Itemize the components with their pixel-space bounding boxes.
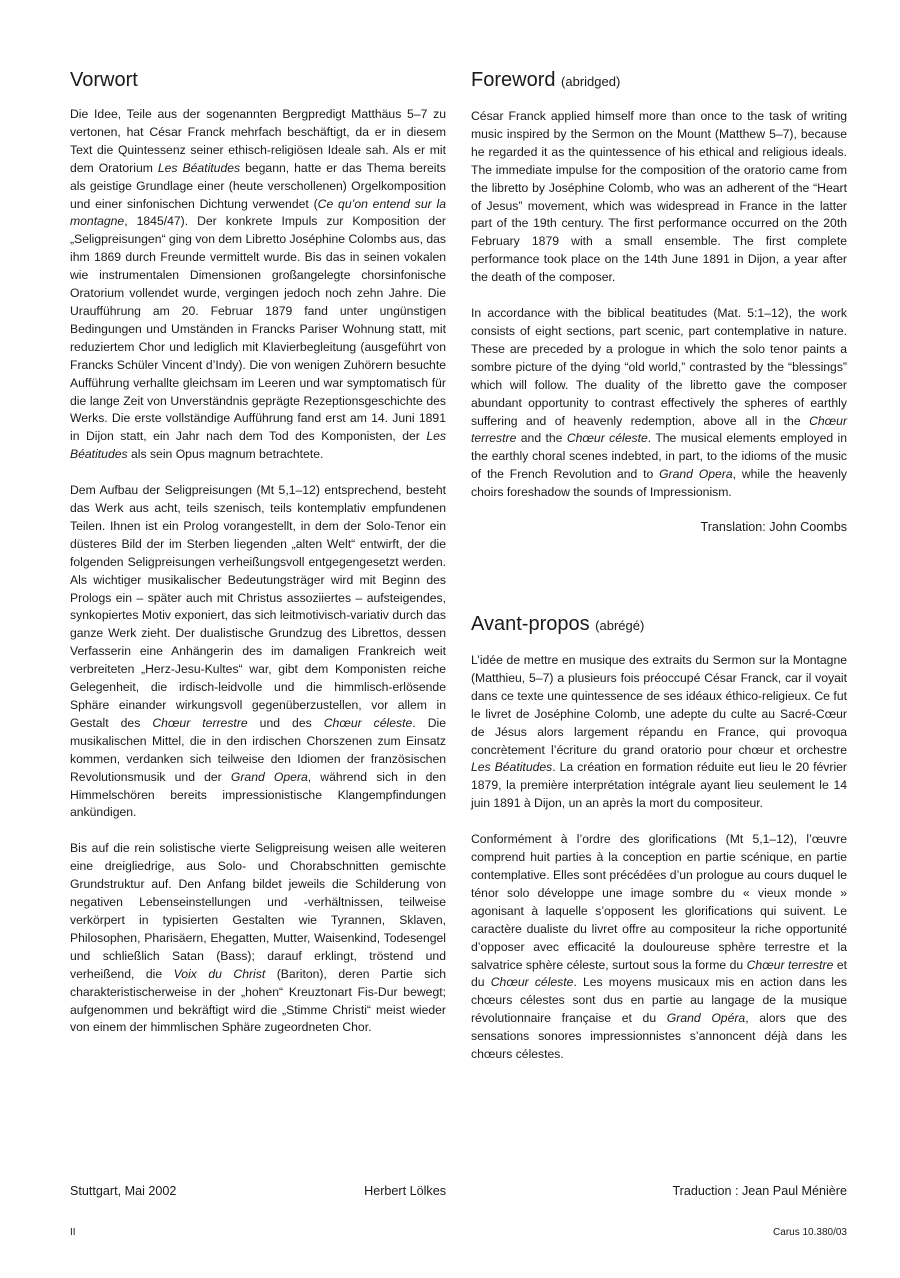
paragraph: César Franck applied himself more than once to the task of writing music inspired by the Sermon on the Mount (Matthew 5–7), because he regarded it as the quintessence of his ethical and religious ideals. The immediate impulse for the composition of the oratorio came from the libretto by Joséphine Colomb, who was an adherent of the “Heart of Jesus” movement, which was widespread in France in the latter part of the 19th century. The first performance occurred on the 20th February 1879 with a small ensemble. The first complete performance took place on the 14th June 1891 in Dijon, a year after the death of the composer. — [471, 109, 847, 285]
foreword-subtitle: (abridged) — [561, 74, 621, 89]
author-name: Herbert Lölkes — [364, 1184, 446, 1198]
paragraph: Conformément à l’ordre des glorifications (Mt 5,1–12), l’œuvre comprend huit parties à la conception en partie scénique, en partie contemplative. Elles sont précédées d’un prologue au cours duquel le ténor solo développe une image sombre du « vieux monde » agonisant à laquelle s’opposent les glorifications qui suivent. Le caractère dualiste du livret offre au compositeur la riche opportunité d’opposer avec efficacité la douloureuse sphère terrestre et la salvatrice sphère céleste, surtout sous la forme du Chœur terrestre et du Chœur céleste. Les moyens musicaux mis en action dans les chœurs célestes sont dus en partie au langage de la musique révolutionnaire française et du Grand Opéra, alors que des sensations sonores impressionnistes s’annoncent déjà dans les chœurs célestes. — [471, 832, 847, 1062]
paragraph: Dem Aufbau der Seligpreisungen (Mt 5,1–12) entsprechend, besteht das Werk aus acht, teils szenisch, teils kontemplativ empfundenen Teilen. Ihnen ist ein Prolog vorangestellt, in dem der Solo-Tenor ein düsteres Bild der im Sterben liegenden „alten Welt“ entwirft, der die folgenden Seligpreisungen verheißungsvoll entgegengesetzt werden. Als wichtiger musikalischer Bedeutungsträger wird mit Beginn des Prologs ein – später auch mit Christus assoziiertes – aufsteigendes, synkopiertes Motiv exponiert, das sich leitmotivisch-variativ durch das ganze Werk zieht. Der dualistische Grundzug des Librettos, dessen Verfasserin eine Anhängerin des im damaligen Frankreich weit verbreiteten „Herz-Jesu-Kultes“ war, gibt dem Komponisten reiche Gelegenheit, die irdisch-leidvolle und die himmlisch-erlösende Sphäre einander wirkungsvoll gegenüberzustellen, vor allem in Gestalt des Chœur terrestre und des Chœur céleste. Die musikalischen Mittel, die in den irdischen Chorszenen zum Einsatz kommen, verdanken sich teilweise den Idiomen der französischen Revolutionsmusik und der Grand Opera, während sich in den Himmelschören bereits impressionistische Klangempfindungen ankündigen. — [70, 483, 446, 820]
foreword-body — [471, 108, 847, 502]
avant-propos-title: Avant-propos (abrégé) — [471, 613, 645, 636]
place-date: Stuttgart, Mai 2002 — [70, 1184, 177, 1198]
paragraph: Die Idee, Teile aus der sogenannten Bergpredigt Matthäus 5–7 zu vertonen, hat César Franck mehrfach beschäftigt, da er in diesem Text die Quintessenz seiner ethisch-religiösen Ideale sah. Als er mit dem Oratorium Les Béatitudes begann, hatte er das Thema bereits als geistige Grundlage einer (heute verschollenen) Orgelkomposition und einer sinfonischen Dichtung verwendet (Ce qu’on entend sur la montagne, 1845/47). Der konkrete Impuls zur Komposition der „Seligpreisungen“ ging von dem Libretto Joséphine Colombs aus, das ihm 1869 durch Freunde vermittelt wurde. Bis das in seinen vokalen wie instrumentalen Dimensionen großangelegte chorsinfonische Oratorium vollendet wurde, vergingen jedoch noch zehn Jahre. Die Uraufführung am 20. Februar 1879 fand unter ungünstigen Bedingungen und Umständen in Francks Pariser Wohnung statt, mit reduziertem Chor und lediglich mit Klavierbegleitung (ausgeführt von Francks Schüler Vincent d’Indy). Die von wenigen Zuhörern besuchte Aufführung verhallte gleichsam im Leeren und war symptomatisch für die lange Zeit von Unverständnis geprägte Rezeptionsgeschichte des Werks. Die erste vollständige Aufführung fand erst am 14. Juni 1891 in Dijon statt, ein Jahr nach dem Tod des Komponisten, der Les Béatitudes als sein Opus magnum betrachtete. — [70, 107, 447, 462]
catalog-number: Carus 10.380/03 — [773, 1227, 847, 1238]
paragraph: In accordance with the biblical beatitudes (Mat. 5:1–12), the work consists of eight sections, part scenic, part contemplative in nature. These are preceded by a prologue in which the solo tenor paints a sombre picture of the dying “old world,” contrasted by the “blessings” which will follow. The duality of the libretto gave the composer abundant opportunity to contrast effectively the spheres of earthly suffering and of heavenly redemption, above all in the Chœur terrestre and the Chœur céleste. The musical elements employed in the earthly choral scenes indebted, in part, to the idioms of the music of the French Revolution and to Grand Opera, while the heavenly choirs foreshadow the sounds of Impressionism. — [471, 306, 847, 500]
vorwort-signature — [70, 1184, 446, 1198]
avant-propos-subtitle: (abrégé) — [595, 618, 645, 634]
page-footer — [70, 1227, 847, 1238]
vorwort-column — [70, 68, 446, 1055]
vorwort-title: Vorwort — [70, 69, 138, 91]
avant-propos-translation-credit: Traduction : Jean Paul Ménière — [672, 1184, 847, 1198]
foreword-translation-credit: Translation: John Coombs — [700, 520, 847, 535]
foreword-title: Foreword (abridged) — [471, 69, 621, 91]
paragraph: Bis auf die rein solistische vierte Seligpreisung weisen alle weiteren eine dreigliedrige, aus Solo- und Chorabschnitten gemischte Grundstruktur auf. Den Anfang bildet jeweils die Schilderung von negativen Lebenseinstellungen und -verhältnissen, teilweise verkörpert in typisierten Gestalten wie Tyrannen, Sklaven, Philosophen, Pharisäern, Ehegatten, Mutter, Waisenkind, Todesengel und schließlich Satan (Bass); darauf erklingt, tröstend und verheißend, die Voix du Christ (Bariton), deren Partie sich charakteristischerweise in der „hohen“ Kreuztonart Fis-Dur bewegt; aufgenommen und bekräftigt wird die „Stimme Christi“ meist wieder von einem der himmlischen Sphäre zugeordneten Chor. — [70, 841, 446, 1035]
paragraph: L’idée de mettre en musique des extraits du Sermon sur la Montagne (Matthieu, 5–7) a plusieurs fois préoccupé César Franck, car il voyait dans ce texte une quintessence de ses idéaux éthico-religieux. Ce fut le livret de Joséphine Colomb, une adepte du culte au Sacré-Cœur de Jésus alors largement répandu en France, qui provoqua concrètement l’écriture du grand oratorio pour chœur et orchestre Les Béatitudes. La création en formation réduite eut lieu le 20 février 1879, la première interprétation intégrale ayant lieu seulement le 14 juin 1891 à Dijon, un an après la mort du compositeur. — [471, 653, 847, 811]
vorwort-body — [70, 106, 446, 1037]
foreword-column — [471, 68, 847, 1082]
avant-propos-body — [471, 652, 847, 1064]
page-number: II — [70, 1227, 76, 1238]
